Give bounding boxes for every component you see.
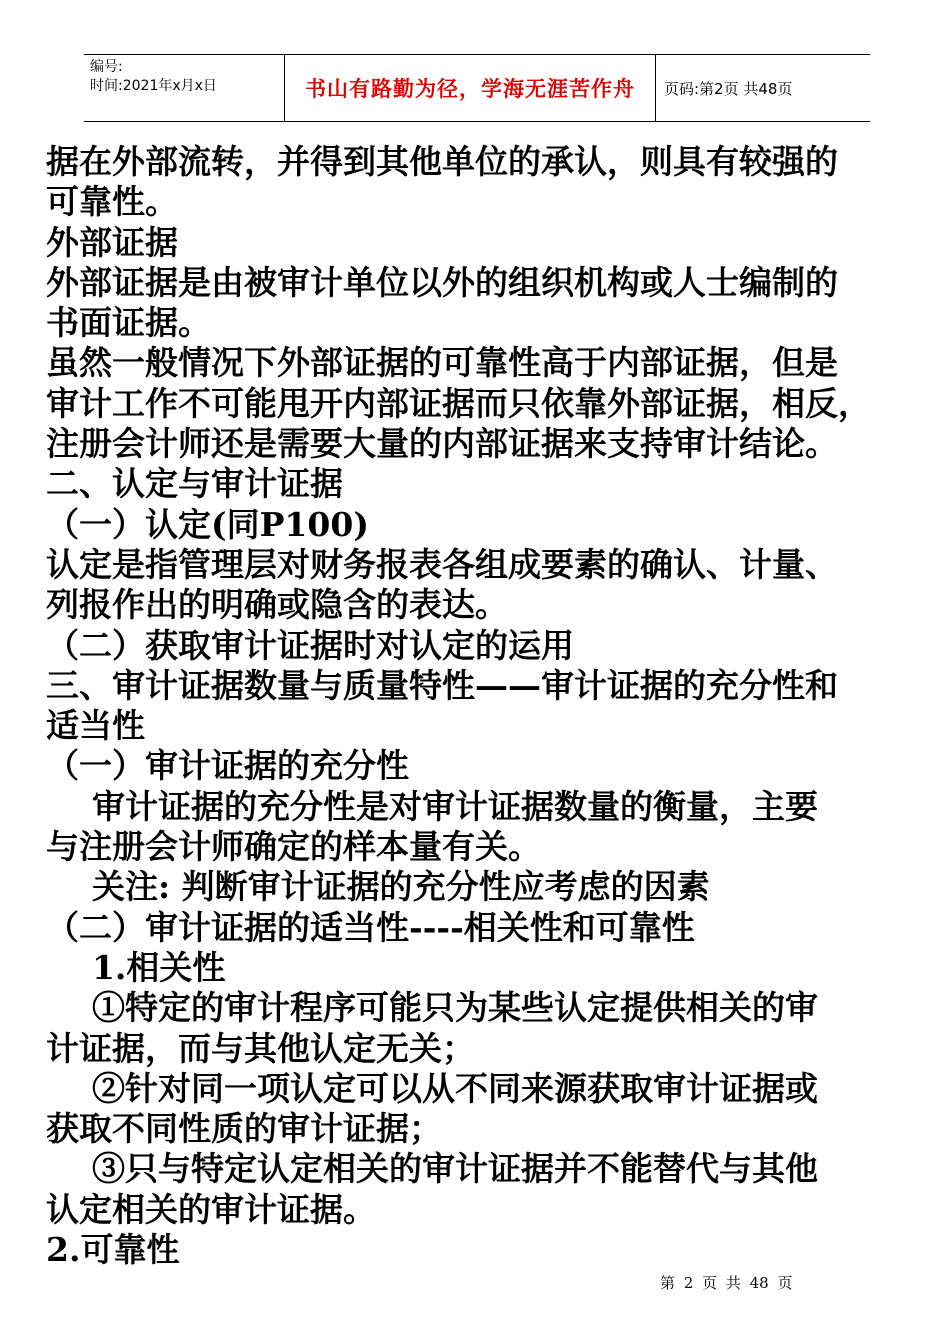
- body-line: 审计工作不可能甩开内部证据而只依靠外部证据，相反，: [46, 383, 871, 423]
- body-line: 列报作出的明确或隐含的表达。: [46, 585, 508, 625]
- list-heading: 1.相关性: [46, 947, 226, 987]
- section-heading: 适当性: [46, 706, 145, 746]
- list-item: 计证据，而与其他认定无关；: [46, 1028, 475, 1068]
- page-header: [84, 54, 870, 122]
- header-page-info: 页码:第2页 共48页: [664, 79, 793, 98]
- body-line: 注册会计师还是需要大量的内部证据来支持审计结论。: [46, 424, 838, 464]
- document-number-label: 编号:: [90, 59, 123, 75]
- document-body: [46, 142, 912, 1270]
- list-item: ③只与特定认定相关的审计证据并不能替代与其他: [46, 1149, 818, 1189]
- header-meta: [84, 55, 284, 121]
- document-time-label: 时间:2021年x月x日: [90, 78, 217, 94]
- subsection-heading: （二）审计证据的适当性----相关性和可靠性: [46, 907, 695, 947]
- page-footer: 第 2 页 共 48 页: [660, 1274, 793, 1292]
- list-heading: 2.可靠性: [46, 1230, 180, 1270]
- body-line: 据在外部流转，并得到其他单位的承认，则具有较强的: [46, 142, 838, 181]
- list-item: 获取不同性质的审计证据；: [46, 1109, 442, 1149]
- body-line: 外部证据是由被审计单位以外的组织机构或人士编制的: [46, 262, 838, 302]
- body-line: 书面证据。: [46, 303, 211, 343]
- list-item: 认定相关的审计证据。: [46, 1189, 376, 1229]
- body-line: 与注册会计师确定的样本量有关。: [46, 827, 541, 867]
- subsection-heading: （二）获取审计证据时对认定的运用: [46, 625, 574, 665]
- subsection-heading: （一）审计证据的充分性: [46, 746, 409, 786]
- body-line: 认定是指管理层对财务报表各组成要素的确认、计量、: [46, 544, 838, 584]
- section-heading: 二、认定与审计证据: [46, 464, 343, 504]
- body-line: 关注: 判断审计证据的充分性应考虑的因素: [46, 867, 710, 907]
- list-item: ②针对同一项认定可以从不同来源获取审计证据或: [46, 1068, 818, 1108]
- list-item: ①特定的审计程序可能只为某些认定提供相关的审: [46, 988, 818, 1028]
- section-heading: 三、审计证据数量与质量特性——审计证据的充分性和: [46, 665, 838, 705]
- header-motto: 书山有路勤为径，学海无涯苦作舟: [284, 55, 656, 121]
- subsection-heading: （一）认定(同P100): [46, 504, 369, 544]
- body-line: 可靠性。: [46, 182, 178, 222]
- body-line: 审计证据的充分性是对审计证据数量的衡量，主要: [46, 786, 818, 826]
- body-line: 虽然一般情况下外部证据的可靠性高于内部证据，但是: [46, 343, 838, 383]
- section-heading: 外部证据: [46, 222, 178, 262]
